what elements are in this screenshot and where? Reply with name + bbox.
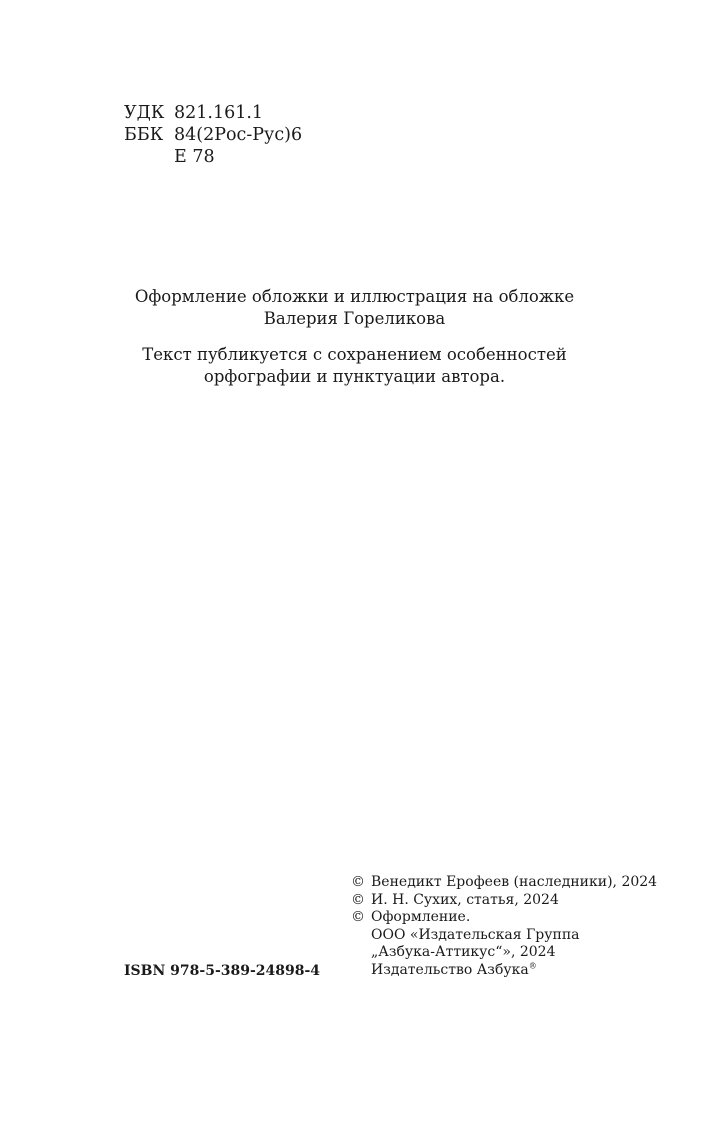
entry3-line-3: „Азбука-Аттикус“», 2024 [371,944,556,960]
copyright-entry [351,874,657,892]
credits-line-2: Валерия Гореликова [263,309,446,328]
note-line-2: орфографии и пунктуации автора. [203,367,506,386]
orthography-note [0,344,709,388]
copyright-entry [351,892,657,910]
copyright-icon: © [351,874,365,890]
bbk-value: 84(2Рос-Рус)6 [174,125,303,145]
entry3-line-2: ООО «Издательская Группа [371,926,580,943]
copyright-entry-2: И. Н. Сухих, статья, 2024 [371,891,559,908]
isbn-number: ISBN 978-5-389-24898-4 [124,963,321,979]
credits-line-1: Оформление обложки и иллюстрация на обложке [134,287,575,306]
bbk-row [124,124,302,146]
copyright-block [351,874,657,979]
registered-mark-icon: ® [528,960,537,970]
note-line-1: Текст публикуется с сохранением особенностей [142,345,567,364]
udk-row [124,102,302,124]
copyright-entry-1: Венедикт Ерофеев (наследники), 2024 [371,874,658,890]
entry3-line-4 [371,962,580,980]
udk-value: 821.161.1 [174,103,264,123]
copyright-icon: © [351,909,365,925]
copyright-entry [351,909,657,979]
cover-design-credits [0,286,709,330]
bbk-label: ББК [124,125,164,145]
udk-label: УДК [124,103,165,123]
copyright-icon: © [351,891,365,908]
publisher-name: Издательство Азбука [371,961,529,978]
library-classification [124,102,302,168]
entry3-line-1: Оформление. [371,909,471,925]
author-mark-row [124,146,302,168]
author-mark: Е 78 [174,147,215,167]
copyright-entry-3 [371,909,580,979]
